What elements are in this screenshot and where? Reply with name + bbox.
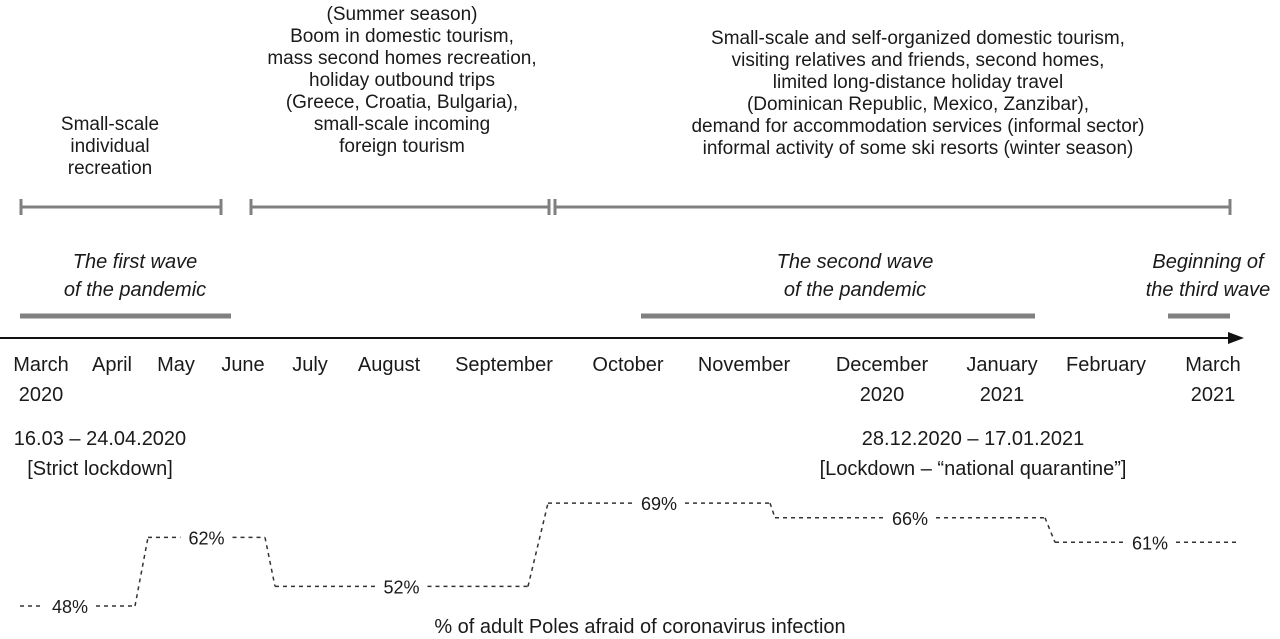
month-label: October [592, 354, 664, 376]
month-label: June [221, 354, 265, 376]
wave-label-third: Beginning of the third wave [1145, 251, 1271, 301]
month-label: November [697, 354, 791, 376]
lockdown-dates: 16.03 – 24.04.2020 [13, 428, 187, 450]
period-description-3: Small-scale and self-organized domestic tourism, visiting relatives and friends, second homes, limited long-distance holiday travel (Dominican Republic, Mexico, Zanzibar), demand for accommodation services (informal sector) informal activity of some ski resorts (winter season) [691, 28, 1145, 159]
period-description-2: (Summer season) Boom in domestic tourism, mass second homes recreation, holiday outbound trips (Greece, Croatia, Bulgaria), small-scale incoming foreign tourism [267, 4, 537, 157]
month-label: April [91, 354, 132, 376]
period-description-1: Small-scale individual recreation [60, 114, 160, 179]
fear-value-label: 48% [51, 597, 89, 617]
fear-value-label: 66% [891, 508, 929, 529]
fear-value-label: 52% [383, 577, 420, 598]
fear-line-connector [528, 503, 548, 586]
fear-line-connector [1045, 518, 1055, 543]
month-label: August [357, 354, 421, 376]
month-label: May [157, 354, 195, 376]
month-label: February [1065, 354, 1147, 376]
wave-label-second: The second wave of the pandemic [776, 251, 934, 301]
wave-label-first: The first wave of the pandemic [63, 251, 207, 301]
month-label: September [455, 354, 553, 376]
chart-title: % of adult Poles afraid of coronavirus infection [434, 616, 846, 638]
fear-line-connector [770, 503, 775, 518]
fear-value-label: 62% [188, 528, 225, 549]
month-label: July [292, 354, 328, 376]
month-label: December 2020 [835, 354, 929, 406]
fear-value-label: 61% [1131, 533, 1169, 554]
lockdown-dates: 28.12.2020 – 17.01.2021 [861, 428, 1085, 450]
month-label: January 2021 [966, 354, 1038, 406]
fear-value-label: 69% [640, 494, 678, 515]
month-label: March 2021 [1185, 354, 1241, 406]
month-label: March 2020 [13, 354, 69, 406]
fear-line-connector [265, 537, 275, 586]
lockdown-label: [Lockdown – “national quarantine”] [819, 458, 1127, 480]
lockdown-label: [Strict lockdown] [27, 458, 173, 480]
fear-line-connector [135, 537, 148, 606]
